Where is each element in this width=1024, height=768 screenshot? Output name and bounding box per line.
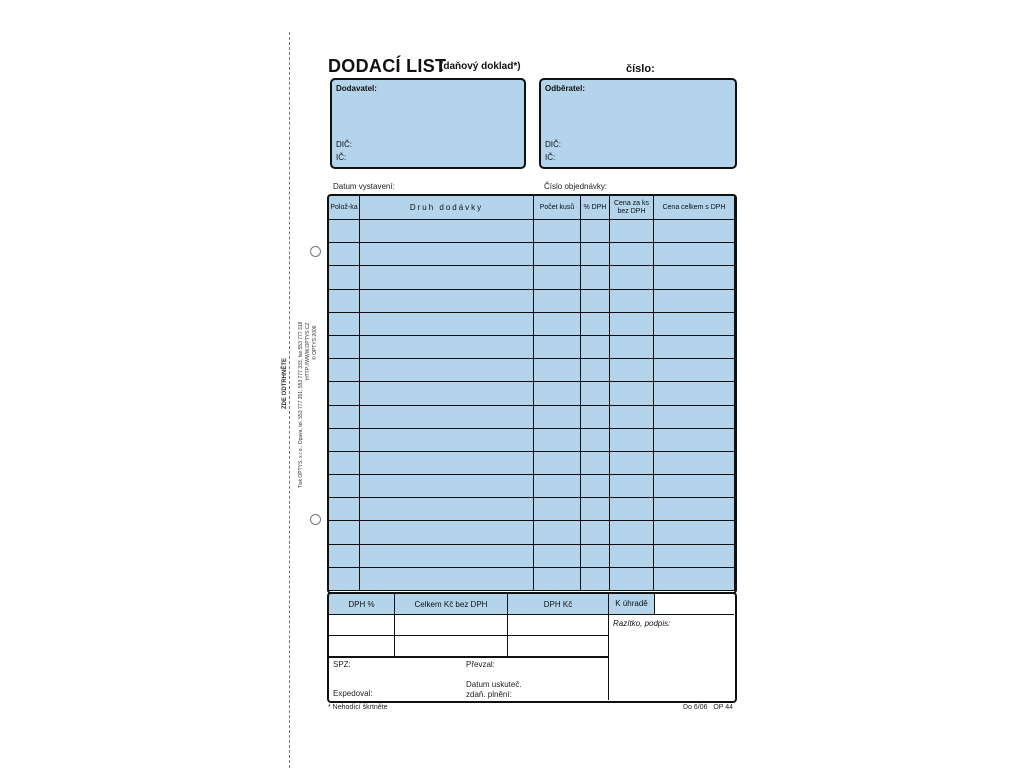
item-cell[interactable] xyxy=(581,498,610,521)
item-cell[interactable] xyxy=(581,312,610,335)
dispatched-by-label: Expedoval: xyxy=(333,689,373,698)
item-cell[interactable] xyxy=(610,312,654,335)
item-cell[interactable] xyxy=(534,567,581,590)
item-cell[interactable] xyxy=(581,382,610,405)
summary-cell[interactable] xyxy=(329,615,395,636)
item-cell[interactable] xyxy=(654,266,735,289)
item-cell[interactable] xyxy=(360,521,534,544)
item-cell[interactable] xyxy=(360,544,534,567)
item-cell[interactable] xyxy=(360,312,534,335)
summary-cell[interactable] xyxy=(329,636,395,657)
item-cell[interactable] xyxy=(581,428,610,451)
item-cell[interactable] xyxy=(360,243,534,266)
form-code: Do 6/06 OP 44 xyxy=(683,704,734,711)
issue-date-label: Datum vystavení: xyxy=(333,182,395,191)
item-cell[interactable] xyxy=(654,382,735,405)
item-cell[interactable] xyxy=(581,521,610,544)
item-cell[interactable] xyxy=(581,359,610,382)
item-cell[interactable] xyxy=(360,428,534,451)
item-cell[interactable] xyxy=(610,405,654,428)
item-cell[interactable] xyxy=(534,498,581,521)
table-row xyxy=(329,475,735,498)
item-cell[interactable] xyxy=(534,220,581,243)
item-cell[interactable] xyxy=(654,544,735,567)
table-row xyxy=(329,335,735,358)
item-cell[interactable] xyxy=(329,335,360,358)
item-cell[interactable] xyxy=(581,220,610,243)
summary-cell[interactable] xyxy=(508,636,609,657)
to-pay-label: K úhradě xyxy=(609,593,655,615)
punch-hole-icon xyxy=(310,246,321,257)
printer-website: HTTP://WWW.OPTYS.CZ xyxy=(305,322,311,380)
item-cell[interactable] xyxy=(360,498,534,521)
stamp-divider xyxy=(608,593,610,700)
summary-cell[interactable] xyxy=(395,636,508,657)
item-cell[interactable] xyxy=(329,359,360,382)
item-cell[interactable] xyxy=(654,243,735,266)
summary-vat-amount-header: DPH Kč xyxy=(508,594,609,615)
spz-label: SPZ: xyxy=(333,660,351,669)
item-cell[interactable] xyxy=(360,451,534,474)
item-cell[interactable] xyxy=(581,289,610,312)
printer-info: Tisk OPTYS, s.r.o., Opava, tel. 553 777 351, 553 777 333, fax 553 777 318 xyxy=(298,321,304,488)
summary-total-header: Celkem Kč bez DPH xyxy=(395,594,508,615)
item-cell[interactable] xyxy=(534,312,581,335)
item-cell[interactable] xyxy=(534,405,581,428)
tax-date-label-1: Datum uskuteč. xyxy=(466,680,522,689)
cut-here-label: ZDE ODTRHNĚTE xyxy=(282,358,288,409)
item-cell[interactable] xyxy=(329,312,360,335)
item-cell[interactable] xyxy=(581,335,610,358)
item-cell[interactable] xyxy=(360,567,534,590)
perforation-line xyxy=(289,32,290,768)
item-cell[interactable] xyxy=(329,289,360,312)
order-number-label: Číslo objednávky: xyxy=(544,182,608,191)
printer-copyright: © OPTYS 2006 xyxy=(312,325,318,360)
item-cell[interactable] xyxy=(581,266,610,289)
item-cell[interactable] xyxy=(610,289,654,312)
item-cell[interactable] xyxy=(610,382,654,405)
item-cell[interactable] xyxy=(534,475,581,498)
summary-cell[interactable] xyxy=(508,615,609,636)
summary-vat-percent-header: DPH % xyxy=(329,594,395,615)
item-cell[interactable] xyxy=(610,243,654,266)
item-cell[interactable] xyxy=(329,405,360,428)
customer-title: Odběratel: xyxy=(545,84,586,93)
table-row xyxy=(329,289,735,312)
col-vat-percent-header: % DPH xyxy=(581,196,610,220)
item-cell[interactable] xyxy=(534,359,581,382)
item-cell[interactable] xyxy=(329,475,360,498)
item-cell[interactable] xyxy=(329,498,360,521)
form-title: DODACÍ LIST xyxy=(328,56,447,76)
item-cell[interactable] xyxy=(360,289,534,312)
to-pay-field[interactable] xyxy=(655,593,734,615)
table-row xyxy=(329,405,735,428)
item-cell[interactable] xyxy=(534,266,581,289)
item-cell[interactable] xyxy=(654,451,735,474)
vat-summary-table xyxy=(328,593,609,657)
item-cell[interactable] xyxy=(329,521,360,544)
item-cell[interactable] xyxy=(654,405,735,428)
item-cell[interactable] xyxy=(534,382,581,405)
item-cell[interactable] xyxy=(581,544,610,567)
table-row xyxy=(329,544,735,567)
col-unit-price-header: Cena za ks bez DPH xyxy=(610,196,654,220)
table-row xyxy=(329,498,735,521)
lower-divider xyxy=(328,657,608,658)
table-row xyxy=(329,521,735,544)
item-cell[interactable] xyxy=(329,266,360,289)
col-type-header: Druh dodávky xyxy=(360,196,534,220)
supplier-dic-label: DIČ: xyxy=(336,140,352,149)
item-cell[interactable] xyxy=(329,243,360,266)
table-row xyxy=(329,220,735,243)
document-number-label: číslo: xyxy=(626,63,655,75)
item-cell[interactable] xyxy=(654,289,735,312)
customer-dic-label: DIČ: xyxy=(545,140,561,149)
col-total-price-header: Cena celkem s DPH xyxy=(654,196,735,220)
item-cell[interactable] xyxy=(329,220,360,243)
table-row xyxy=(329,428,735,451)
form-subtitle: (daňový doklad*) xyxy=(440,61,521,72)
item-cell[interactable] xyxy=(610,567,654,590)
item-cell[interactable] xyxy=(329,451,360,474)
item-cell[interactable] xyxy=(654,220,735,243)
item-cell[interactable] xyxy=(654,335,735,358)
item-cell[interactable] xyxy=(610,521,654,544)
item-cell[interactable] xyxy=(610,428,654,451)
item-cell[interactable] xyxy=(610,359,654,382)
items-table xyxy=(328,195,735,591)
item-cell[interactable] xyxy=(534,451,581,474)
table-row xyxy=(329,266,735,289)
supplier-box[interactable] xyxy=(330,78,526,169)
punch-hole-icon xyxy=(310,514,321,525)
item-cell[interactable] xyxy=(329,544,360,567)
stamp-signature-label: Razítko, podpis: xyxy=(613,619,671,628)
item-cell[interactable] xyxy=(610,451,654,474)
item-cell[interactable] xyxy=(610,498,654,521)
item-cell[interactable] xyxy=(360,220,534,243)
item-cell[interactable] xyxy=(610,475,654,498)
col-quantity-header: Počet kusů xyxy=(534,196,581,220)
table-row xyxy=(329,312,735,335)
item-cell[interactable] xyxy=(329,382,360,405)
tax-date-label-2: zdaň. plnění: xyxy=(466,690,512,699)
item-cell[interactable] xyxy=(534,243,581,266)
item-cell[interactable] xyxy=(654,359,735,382)
item-cell[interactable] xyxy=(329,428,360,451)
item-cell[interactable] xyxy=(654,521,735,544)
item-cell[interactable] xyxy=(534,335,581,358)
item-cell[interactable] xyxy=(654,498,735,521)
supplier-ic-label: IČ: xyxy=(336,153,347,162)
item-cell[interactable] xyxy=(360,405,534,428)
customer-box[interactable] xyxy=(539,78,737,169)
item-cell[interactable] xyxy=(610,544,654,567)
item-cell[interactable] xyxy=(534,428,581,451)
table-row xyxy=(329,382,735,405)
item-cell[interactable] xyxy=(534,544,581,567)
table-row xyxy=(329,567,735,590)
item-cell[interactable] xyxy=(534,289,581,312)
footnote: * Nehodící škrtněte xyxy=(328,704,388,711)
item-cell[interactable] xyxy=(581,475,610,498)
item-cell[interactable] xyxy=(581,451,610,474)
item-cell[interactable] xyxy=(610,220,654,243)
item-cell[interactable] xyxy=(360,266,534,289)
item-cell[interactable] xyxy=(581,243,610,266)
table-row xyxy=(329,451,735,474)
item-cell[interactable] xyxy=(610,335,654,358)
item-cell[interactable] xyxy=(329,567,360,590)
item-cell[interactable] xyxy=(360,382,534,405)
item-cell[interactable] xyxy=(654,428,735,451)
item-cell[interactable] xyxy=(610,266,654,289)
received-by-label: Převzal: xyxy=(466,660,495,669)
item-cell[interactable] xyxy=(534,521,581,544)
item-cell[interactable] xyxy=(360,359,534,382)
item-cell[interactable] xyxy=(360,335,534,358)
table-row xyxy=(329,359,735,382)
item-cell[interactable] xyxy=(654,567,735,590)
item-cell[interactable] xyxy=(581,405,610,428)
item-cell[interactable] xyxy=(360,475,534,498)
summary-cell[interactable] xyxy=(395,615,508,636)
item-cell[interactable] xyxy=(654,475,735,498)
col-item-header: Polož-ka xyxy=(329,196,360,220)
item-cell[interactable] xyxy=(654,312,735,335)
item-cell[interactable] xyxy=(581,567,610,590)
supplier-title: Dodavatel: xyxy=(336,84,377,93)
table-row xyxy=(329,243,735,266)
customer-ic-label: IČ: xyxy=(545,153,556,162)
